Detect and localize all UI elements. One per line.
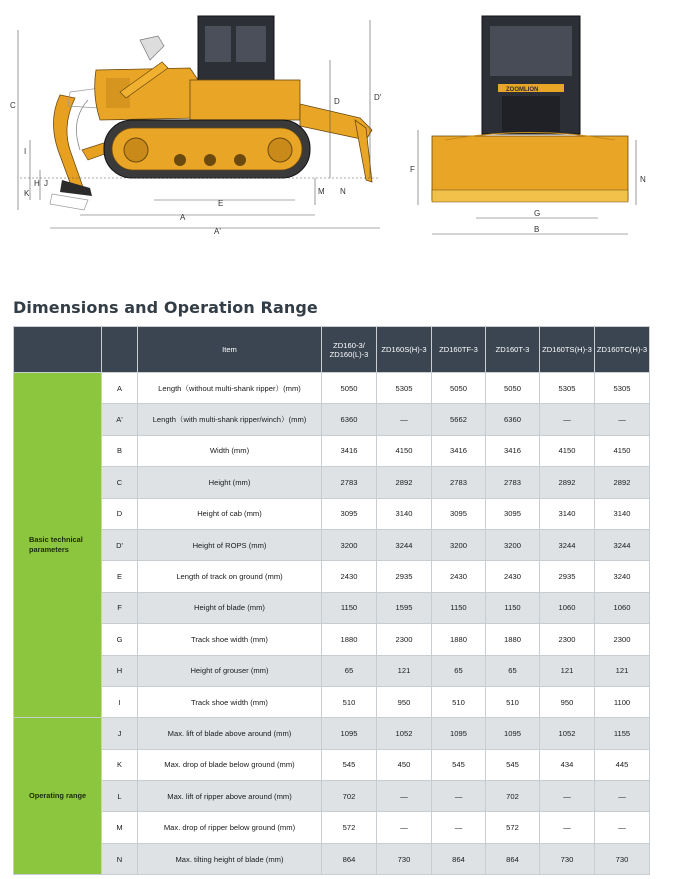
table-row (14, 467, 650, 498)
header-model: ZD160-3/ ZD160(L)-3 (322, 327, 377, 373)
value-cell: — (377, 812, 432, 843)
value-cell: 1880 (322, 624, 377, 655)
value-cell: 4150 (377, 435, 432, 466)
value-cell: 2430 (322, 561, 377, 592)
value-cell: 572 (486, 812, 540, 843)
value-cell: 950 (377, 686, 432, 717)
value-cell: 6360 (486, 404, 540, 435)
value-cell: 3244 (540, 529, 595, 560)
value-cell: 1052 (377, 718, 432, 749)
value-cell: 1095 (322, 718, 377, 749)
table-row (14, 655, 650, 686)
value-cell: 5050 (486, 373, 540, 404)
header-group-blank (14, 327, 102, 373)
value-cell: — (540, 781, 595, 812)
value-cell: 2892 (595, 467, 650, 498)
row-code: D (102, 498, 138, 529)
value-cell: 3200 (486, 529, 540, 560)
row-item-label: Max. drop of blade below ground (mm) (138, 749, 322, 780)
value-cell: 2430 (486, 561, 540, 592)
value-cell: 3095 (322, 498, 377, 529)
value-cell: 702 (486, 781, 540, 812)
value-cell: 5305 (540, 373, 595, 404)
value-cell: — (540, 404, 595, 435)
group-basic-technical-parameters: Basic technical parameters (14, 373, 102, 718)
front-view-dozer (432, 16, 628, 202)
spec-table (13, 326, 650, 875)
row-item-label: Height of blade (mm) (138, 592, 322, 623)
row-code: A (102, 373, 138, 404)
row-item-label: Length（with multi-shank ripper/winch）(mm) (138, 404, 322, 435)
value-cell: 3200 (322, 529, 377, 560)
row-item-label: Height of ROPS (mm) (138, 529, 322, 560)
value-cell: 1095 (486, 718, 540, 749)
value-cell: 121 (377, 655, 432, 686)
value-cell: 1100 (595, 686, 650, 717)
dim-label-d-prime: D' (374, 93, 382, 102)
dim-label-e: E (218, 199, 224, 208)
value-cell: 1595 (377, 592, 432, 623)
value-cell: 3416 (486, 435, 540, 466)
value-cell: 950 (540, 686, 595, 717)
value-cell: 450 (377, 749, 432, 780)
value-cell: 3140 (540, 498, 595, 529)
value-cell: 3416 (432, 435, 486, 466)
value-cell: 3240 (595, 561, 650, 592)
row-item-label: Height of grouser (mm) (138, 655, 322, 686)
value-cell: 3095 (432, 498, 486, 529)
row-code: G (102, 624, 138, 655)
value-cell: — (432, 812, 486, 843)
row-item-label: Length of track on ground (mm) (138, 561, 322, 592)
dim-label-f: F (410, 165, 415, 174)
value-cell: 65 (486, 655, 540, 686)
value-cell: 3416 (322, 435, 377, 466)
header-model: ZD160TF-3 (432, 327, 486, 373)
section-heading: Dimensions and Operation Range (13, 298, 318, 317)
row-item-label: Max. drop of ripper below ground (mm) (138, 812, 322, 843)
table-row (14, 529, 650, 560)
value-cell: — (377, 404, 432, 435)
row-code: F (102, 592, 138, 623)
table-header-row (14, 327, 650, 373)
value-cell: 2430 (432, 561, 486, 592)
value-cell: 3200 (432, 529, 486, 560)
row-item-label: Max. tilting height of blade (mm) (138, 843, 322, 874)
value-cell: 5305 (377, 373, 432, 404)
value-cell: — (540, 812, 595, 843)
value-cell: 1155 (595, 718, 650, 749)
value-cell: 572 (322, 812, 377, 843)
value-cell: 1880 (486, 624, 540, 655)
row-item-label: Track shoe width (mm) (138, 624, 322, 655)
dim-label-g: G (534, 209, 541, 218)
value-cell: 2783 (432, 467, 486, 498)
value-cell: 3244 (595, 529, 650, 560)
value-cell: 2935 (377, 561, 432, 592)
value-cell: 6360 (322, 404, 377, 435)
row-code: D' (102, 529, 138, 560)
value-cell: 3140 (377, 498, 432, 529)
value-cell: 4150 (540, 435, 595, 466)
value-cell: 121 (595, 655, 650, 686)
value-cell: 545 (322, 749, 377, 780)
table-row (14, 718, 650, 749)
table-row (14, 624, 650, 655)
dim-label-k: K (24, 189, 30, 198)
value-cell: 65 (432, 655, 486, 686)
value-cell: — (432, 781, 486, 812)
value-cell: 5050 (432, 373, 486, 404)
header-item: Item (138, 327, 322, 373)
value-cell: — (595, 812, 650, 843)
value-cell: 864 (322, 843, 377, 874)
table-row (14, 498, 650, 529)
value-cell: 2300 (595, 624, 650, 655)
value-cell: 730 (595, 843, 650, 874)
dozer-dimension-diagram (0, 0, 673, 245)
row-code: C (102, 467, 138, 498)
table-row (14, 592, 650, 623)
row-code: M (102, 812, 138, 843)
value-cell: 65 (322, 655, 377, 686)
value-cell: 545 (486, 749, 540, 780)
table-row (14, 404, 650, 435)
value-cell: 5050 (322, 373, 377, 404)
value-cell: 2783 (322, 467, 377, 498)
value-cell: 1150 (322, 592, 377, 623)
value-cell: 3140 (595, 498, 650, 529)
dim-label-a: A (180, 213, 186, 222)
row-code: I (102, 686, 138, 717)
brand-badge: ZOOMLION (506, 87, 539, 93)
table-row (14, 561, 650, 592)
value-cell: 1052 (540, 718, 595, 749)
value-cell: 2783 (486, 467, 540, 498)
value-cell: 1060 (595, 592, 650, 623)
table-row (14, 812, 650, 843)
value-cell: 2935 (540, 561, 595, 592)
value-cell: 545 (432, 749, 486, 780)
value-cell: — (377, 781, 432, 812)
row-item-label: Length（without multi-shank ripper）(mm) (138, 373, 322, 404)
dim-label-d: D (334, 97, 340, 106)
group-operating-range: Operating range (14, 718, 102, 875)
row-item-label: Height (mm) (138, 467, 322, 498)
value-cell: 3244 (377, 529, 432, 560)
row-code: N (102, 843, 138, 874)
row-code: H (102, 655, 138, 686)
value-cell: 2892 (377, 467, 432, 498)
value-cell: 864 (486, 843, 540, 874)
dim-label-h: H (34, 179, 40, 188)
value-cell: 1150 (432, 592, 486, 623)
value-cell: 1880 (432, 624, 486, 655)
value-cell: 1150 (486, 592, 540, 623)
header-model: ZD160S(H)-3 (377, 327, 432, 373)
dim-label-j: J (44, 179, 48, 188)
table-row (14, 781, 650, 812)
row-item-label: Track shoe width (mm) (138, 686, 322, 717)
row-item-label: Max. lift of blade above around (mm) (138, 718, 322, 749)
value-cell: 2892 (540, 467, 595, 498)
value-cell: 121 (540, 655, 595, 686)
dim-label-m: M (318, 187, 325, 196)
table-row (14, 843, 650, 874)
row-code: B (102, 435, 138, 466)
dim-label-c: C (10, 101, 16, 110)
header-code-blank (102, 327, 138, 373)
value-cell: 730 (540, 843, 595, 874)
value-cell: 4150 (595, 435, 650, 466)
value-cell: 702 (322, 781, 377, 812)
value-cell: 1060 (540, 592, 595, 623)
row-code: E (102, 561, 138, 592)
header-model: ZD160TS(H)-3 (540, 327, 595, 373)
row-code: L (102, 781, 138, 812)
row-code: J (102, 718, 138, 749)
value-cell: — (595, 404, 650, 435)
dim-label-n-side: N (340, 187, 346, 196)
value-cell: 730 (377, 843, 432, 874)
row-item-label: Max. lift of ripper above around (mm) (138, 781, 322, 812)
row-code: K (102, 749, 138, 780)
header-model: ZD160TC(H)-3 (595, 327, 650, 373)
table-row (14, 373, 650, 404)
value-cell: 5305 (595, 373, 650, 404)
value-cell: 2300 (377, 624, 432, 655)
value-cell: 445 (595, 749, 650, 780)
value-cell: 510 (322, 686, 377, 717)
value-cell: 3095 (486, 498, 540, 529)
table-row (14, 686, 650, 717)
row-item-label: Height of cab (mm) (138, 498, 322, 529)
table-row (14, 749, 650, 780)
row-code: A' (102, 404, 138, 435)
value-cell: 510 (486, 686, 540, 717)
dim-label-b: B (534, 225, 540, 234)
value-cell: 510 (432, 686, 486, 717)
header-model: ZD160T-3 (486, 327, 540, 373)
dim-label-n-front: N (640, 175, 646, 184)
value-cell: 434 (540, 749, 595, 780)
row-item-label: Width (mm) (138, 435, 322, 466)
side-view-dozer (50, 16, 372, 210)
table-row (14, 435, 650, 466)
value-cell: — (595, 781, 650, 812)
dim-label-i: I (24, 147, 27, 156)
value-cell: 5662 (432, 404, 486, 435)
value-cell: 2300 (540, 624, 595, 655)
dim-label-a-prime: A' (214, 227, 221, 236)
value-cell: 1095 (432, 718, 486, 749)
value-cell: 864 (432, 843, 486, 874)
